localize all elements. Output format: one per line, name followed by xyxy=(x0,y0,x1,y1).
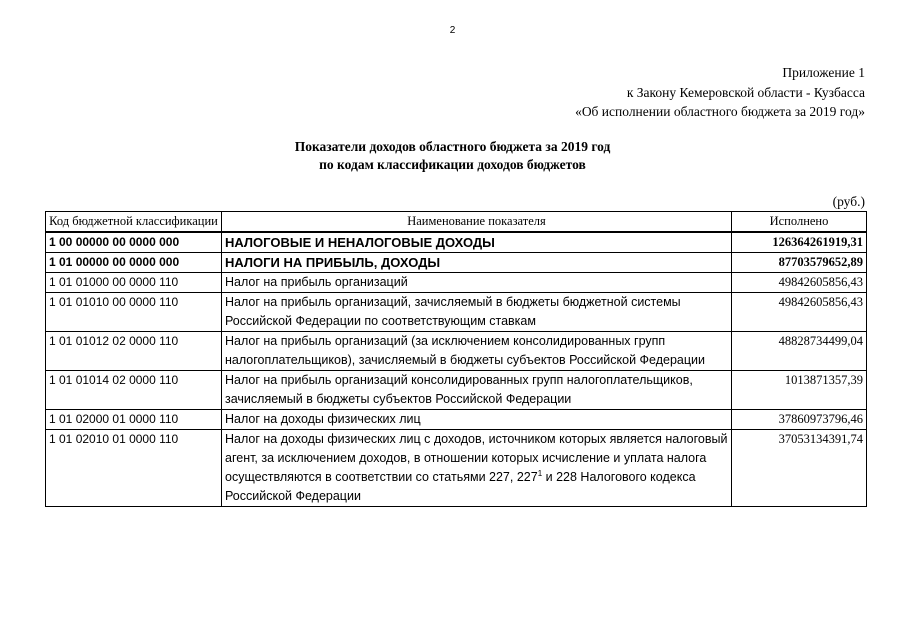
row-value: 1013871357,39 xyxy=(732,371,867,410)
revenue-table xyxy=(45,211,867,507)
table-row xyxy=(46,253,867,273)
row-code: 1 01 02000 01 0000 110 xyxy=(46,410,222,430)
row-name: НАЛОГИ НА ПРИБЫЛЬ, ДОХОДЫ xyxy=(222,253,732,273)
row-name-text-continued: и 228 Налогового кодекса Российской Федерации xyxy=(225,470,696,503)
header-code: Код бюджетной классификации xyxy=(46,212,222,233)
row-value: 126364261919,31 xyxy=(732,232,867,253)
title-line-1: Показатели доходов областного бюджета за 2019 год xyxy=(294,139,611,154)
row-name: НАЛОГОВЫЕ И НЕНАЛОГОВЫЕ ДОХОДЫ xyxy=(222,232,732,253)
title-line-2: по кодам классификации доходов бюджетов xyxy=(319,157,586,172)
row-name: Налог на прибыль организаций, зачисляемый в бюджеты бюджетной системы Российской Федерации по соответствующим ставкам xyxy=(222,293,732,332)
row-code: 1 01 01000 00 0000 110 xyxy=(46,273,222,293)
units-label: (руб.) xyxy=(832,194,865,209)
appendix-line-1: Приложение 1 xyxy=(782,65,865,80)
row-code: 1 01 00000 00 0000 000 xyxy=(46,253,222,273)
row-value: 37053134391,74 xyxy=(732,430,867,507)
row-code: 1 00 00000 00 0000 000 xyxy=(46,232,222,253)
row-value: 37860973796,46 xyxy=(732,410,867,430)
table-row xyxy=(46,232,867,253)
row-name-text: Налог на доходы физических лиц с доходов, источником которых является налоговый агент, за исключением доходов, в отношении которых исчисление и уплата налога осуществляются в соответствии со статьями 227, 227 xyxy=(225,432,728,484)
row-value: 48828734499,04 xyxy=(732,332,867,371)
appendix-line-3: «Об исполнении областного бюджета за 2019 год» xyxy=(575,104,865,119)
row-value: 49842605856,43 xyxy=(732,273,867,293)
header-value: Исполнено xyxy=(732,212,867,233)
page-number: 2 xyxy=(449,25,456,36)
row-code: 1 01 02010 01 0000 110 xyxy=(46,430,222,507)
table-row xyxy=(46,293,867,332)
row-name: Налог на прибыль организаций xyxy=(222,273,732,293)
appendix-reference xyxy=(575,63,865,122)
row-name: Налог на прибыль организаций консолидированных групп налогоплательщиков, зачисляемый в бюджеты субъектов Российской Федерации xyxy=(222,371,732,410)
table-row xyxy=(46,410,867,430)
header-name: Наименование показателя xyxy=(222,212,732,233)
row-name: Налог на прибыль организаций (за исключением консолидированных групп налогоплательщиков), зачисляемый в бюджеты субъектов Российской Федерации xyxy=(222,332,732,371)
table-row xyxy=(46,332,867,371)
row-value: 87703579652,89 xyxy=(732,253,867,273)
row-name-superscript: 1 xyxy=(537,468,543,478)
document-title xyxy=(0,138,905,174)
row-name: Налог на доходы физических лиц xyxy=(222,410,732,430)
row-code: 1 01 01014 02 0000 110 xyxy=(46,371,222,410)
row-code: 1 01 01012 02 0000 110 xyxy=(46,332,222,371)
row-code: 1 01 01010 00 0000 110 xyxy=(46,293,222,332)
table-row xyxy=(46,430,867,507)
row-value: 49842605856,43 xyxy=(732,293,867,332)
table-row xyxy=(46,371,867,410)
row-name xyxy=(222,430,732,507)
appendix-line-2: к Закону Кемеровской области - Кузбасса xyxy=(626,84,865,100)
table-row xyxy=(46,273,867,293)
table-header-row xyxy=(46,212,867,233)
